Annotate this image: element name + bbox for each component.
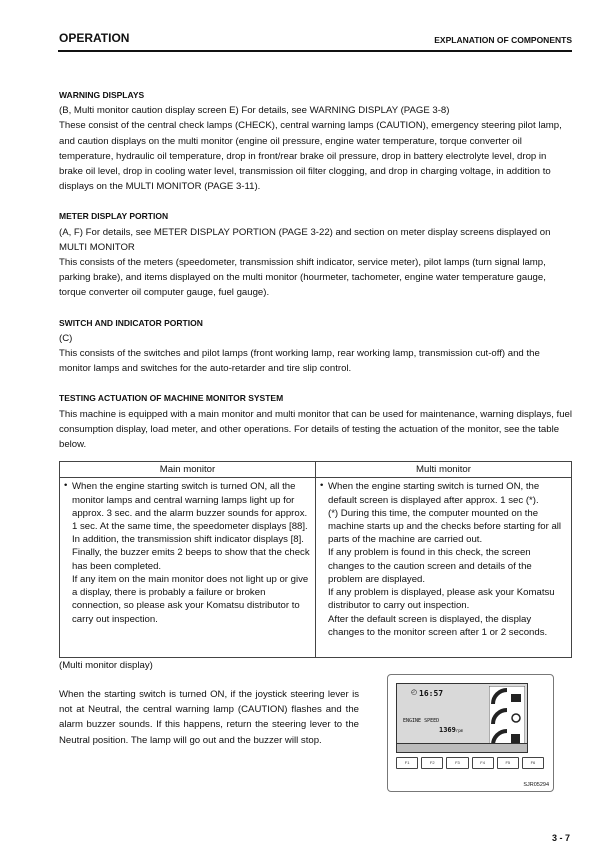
gauge-icons: [489, 686, 525, 750]
table-cell-multi-monitor: [316, 478, 572, 657]
section-paragraph: (A, F) For details, see METER DISPLAY PORTION (PAGE 3-22) and section on meter display screens displayed on MULTI MONITOR: [59, 226, 551, 253]
running-header-right: EXPLANATION OF COMPONENTS: [434, 35, 572, 45]
multi-monitor-display-label: (Multi monitor display): [59, 660, 153, 671]
section-testing-actuation: [59, 391, 572, 452]
section-paragraph: This machine is equipped with a main monitor and multi monitor that can be used for maintenance, warning displays, fuel consumption display, load meter, and other operations. For details of testing the actuation of the monitor, see the table below.: [59, 408, 573, 451]
section-heading: SWITCH AND INDICATOR PORTION: [59, 317, 203, 328]
main-content: [59, 88, 572, 658]
cell-text: When the engine starting switch is turned ON, the default screen is displayed after approx. 1 sec (*). (*) During this time, the computer mounted on the machine starts up and the checks before starting for all parts of the machine are carried out. If any problem is found in this check, the screen changes to the caution screen and details of the problem are displayed. If any problem is displayed, please ask your Komatsu distributor to carry out inspection. After the default screen is displayed, the display changes to the monitor screen after 1 or 2 seconds.: [328, 481, 562, 638]
function-button-f6: F6: [522, 757, 544, 769]
function-button-row: [396, 757, 544, 769]
section-paragraph: (B, Multi monitor caution display screen E) For details, see WARNING DISPLAY (PAGE 3-8): [59, 105, 450, 117]
table-cell-main-monitor: [60, 478, 316, 657]
section-heading: WARNING DISPLAYS: [59, 90, 145, 100]
function-button-f1: F1: [396, 757, 418, 769]
bullet-icon: •: [320, 480, 324, 492]
table-header-multi-monitor: Multi monitor: [316, 462, 572, 478]
page-number: 3 - 7: [551, 833, 570, 843]
table-header-main-monitor: Main monitor: [60, 462, 316, 478]
function-button-f4: F4: [472, 757, 494, 769]
clock-icon: ◴: [411, 689, 418, 696]
bullet-icon: •: [64, 480, 68, 492]
section-meter-display: [59, 209, 572, 300]
section-paragraph: These consist of the central check lamps (CHECK), central warning lamps (CAUTION), emergency steering pilot lamp, and caution displays on the multi monitor (engine oil pressure, engine water temperature, torque converter oil temperature, hydraulic oil temperature, drop in front/rear brake oil pressure, drop in battery electrolyte level, drop in brake oil level, drop in cooling water level, transmission oil filter clogging, and drop in charging voltage, in addition to displays on the MULTI MONITOR (PAGE 3-11).: [59, 120, 562, 193]
cell-text: When the engine starting switch is turned ON, all the monitor lamps and central warning lamps light up for approx. 3 sec. and the alarm buzzer sounds for approx. 1 sec. At the same time, the speedometer displays [88]. In addition, the transmission shift indicator displays [8]. Finally, the buzzer emits 2 beeps to show that the check has been completed. If any item on the main monitor does not light up or give a display, there is probably a failure or broken connection, so please ask your Komatsu distributor to carry out inspection.: [72, 481, 310, 625]
header-divider: [58, 50, 572, 52]
section-heading: TESTING ACTUATION OF MACHINE MONITOR SYSTEM: [59, 393, 284, 404]
status-icon-strip: [397, 743, 527, 752]
function-button-f3: F3: [446, 757, 468, 769]
section-heading: METER DISPLAY PORTION: [59, 211, 169, 222]
section-paragraph: This consists of the switches and pilot lamps (front working lamp, rear working lamp, transmission cut-off) and the monitor lamps and switches for the auto-retarder and tire slip control.: [59, 348, 540, 375]
function-button-f2: F2: [421, 757, 443, 769]
table-row: [60, 478, 572, 657]
clock-time: 16:57: [419, 689, 444, 698]
section-paragraph: (C): [59, 332, 73, 344]
running-header-left: OPERATION: [59, 31, 130, 45]
monitor-screen: [396, 683, 528, 753]
section-switch-indicator: [59, 316, 572, 377]
section-warning-displays: [59, 88, 572, 194]
section-paragraph: This consists of the meters (speedometer, transmission shift indicator, service meter), pilot lamps (turn signal lamp, parking brake), and items displayed on the multi monitor (hourmeter, tachometer, engine water temperature gauge, torque converter oil computer gauge, fuel gauge).: [59, 257, 546, 299]
multi-monitor-display-text: When the starting switch is turned ON, if the joystick steering lever is not at Neutral, the central warning lamp (CAUTION) flashes and the alarm buzzer sounds. If this happens, return the steering lever to the Neutral position. The lamp will go out and the buzzer will stop.: [59, 689, 359, 746]
monitor-comparison-table: [59, 461, 572, 658]
engine-speed-label: ENGINE SPEED: [403, 718, 440, 724]
figure-code: SJR05294: [523, 782, 549, 788]
function-button-f5: F5: [497, 757, 519, 769]
multi-monitor-figure: [387, 674, 554, 792]
engine-speed-value: 1369rpm: [439, 726, 464, 734]
